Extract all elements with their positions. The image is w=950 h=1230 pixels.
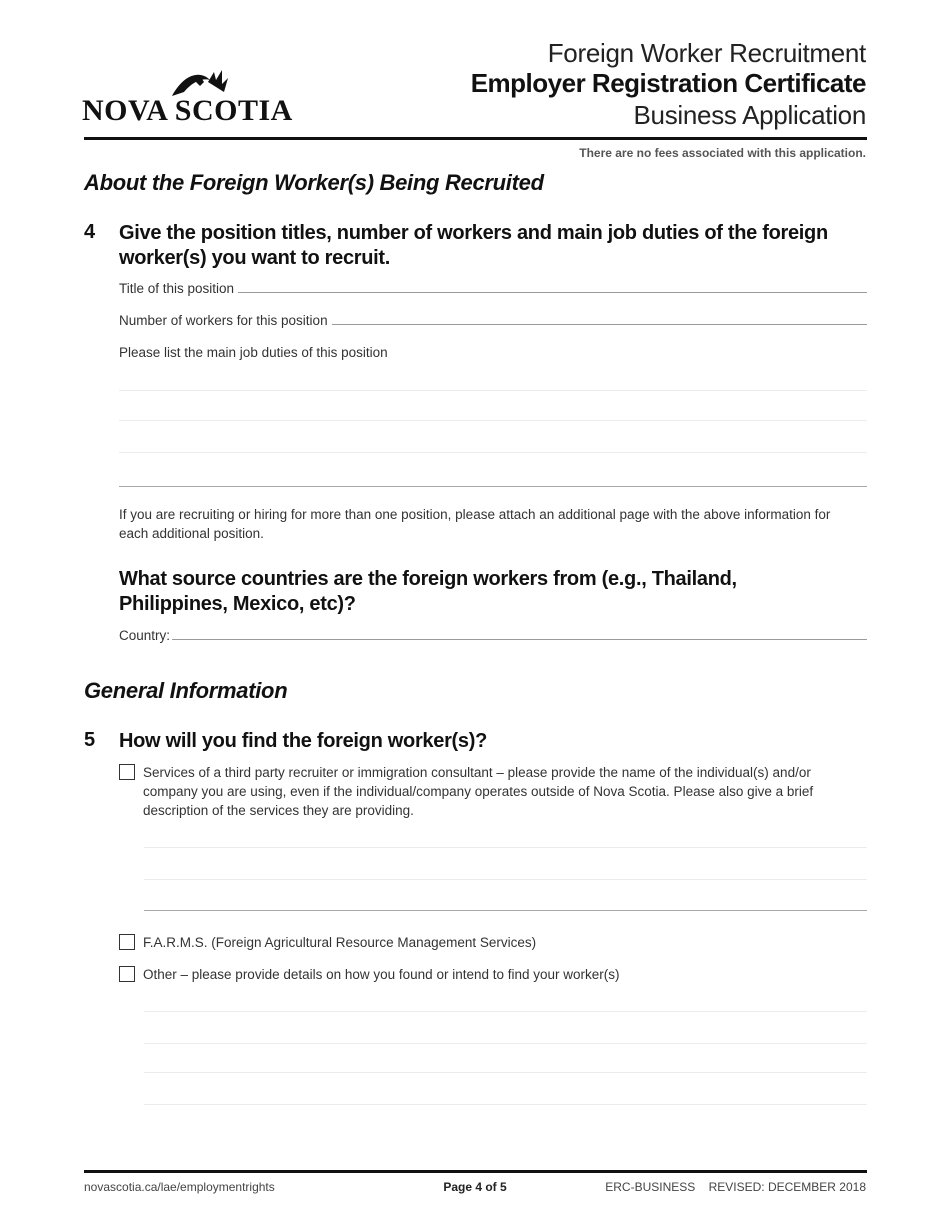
option-other[interactable] [119, 965, 867, 984]
number-of-workers-input-line[interactable] [332, 323, 867, 325]
question-4-text: Give the position titles, number of workers and main job duties of the foreign worker(s) you want to recruit. [119, 222, 828, 269]
multi-position-note: If you are recruiting or hiring for more than one position, please attach an additional page with the above information for each additional position. [119, 507, 831, 541]
job-duties-line-4[interactable] [119, 486, 867, 487]
position-title-label: Title of this position [119, 281, 235, 296]
farms-option-label: F.A.R.M.S. (Foreign Agricultural Resource Management Services) [143, 935, 537, 950]
recruiter-details-line-2[interactable] [144, 879, 867, 880]
job-duties-line-3[interactable] [119, 452, 867, 453]
header-title-line2: Employer Registration Certificate [470, 68, 866, 98]
position-title-input-line[interactable] [238, 291, 867, 293]
footer-form-id: ERC-BUSINESS REVISED: DECEMBER 2018 [605, 1180, 866, 1194]
job-duties-line-1[interactable] [119, 390, 867, 391]
logo-text: NOVA SCOTIA [82, 94, 293, 127]
section-title-general: General Information [84, 678, 288, 703]
section-title-about: About the Foreign Worker(s) Being Recruited [84, 170, 544, 195]
option-recruiter[interactable] [119, 763, 867, 820]
other-checkbox[interactable] [119, 966, 135, 982]
other-details-line-3[interactable] [144, 1072, 867, 1073]
fees-note: There are no fees associated with this application. [579, 146, 866, 160]
footer-page-number: Page 4 of 5 [443, 1180, 507, 1194]
number-of-workers-field[interactable] [119, 313, 867, 328]
farms-checkbox[interactable] [119, 934, 135, 950]
other-details-line-1[interactable] [144, 1011, 867, 1012]
option-farms[interactable] [119, 933, 867, 952]
nova-scotia-logo [82, 66, 297, 126]
job-duties-label: Please list the main job duties of this position [119, 345, 388, 360]
question-4-number: 4 [84, 221, 96, 243]
recruiter-option-label: Services of a third party recruiter or immigration consultant – please provide the name of the individual(s) and/or company you are using, even if the individual/company operates outside of Nova Scotia. Please also give a brief description of the services they are providing. [143, 765, 814, 818]
number-of-workers-label: Number of workers for this position [119, 313, 328, 328]
footer-url: novascotia.ca/lae/employmentrights [84, 1180, 275, 1194]
recruiter-details-line-3[interactable] [144, 910, 867, 911]
other-details-line-2[interactable] [144, 1043, 867, 1044]
country-field[interactable] [119, 628, 867, 643]
job-duties-line-2[interactable] [119, 420, 867, 421]
source-countries-question: What source countries are the foreign workers from (e.g., Thailand, Philippines, Mexico, etc)? [119, 568, 737, 615]
other-option-label: Other – please provide details on how you found or intend to find your worker(s) [143, 967, 620, 982]
other-details-line-4[interactable] [144, 1104, 867, 1105]
footer-divider [84, 1170, 867, 1173]
header-divider [84, 137, 867, 140]
question-5-text: How will you find the foreign worker(s)? [119, 730, 488, 752]
header-title-line3: Business Application [633, 100, 866, 130]
header-title-line1: Foreign Worker Recruitment [547, 38, 866, 68]
recruiter-checkbox[interactable] [119, 764, 135, 780]
country-input-line[interactable] [172, 638, 867, 640]
question-5-number: 5 [84, 729, 96, 751]
position-title-field[interactable] [119, 281, 867, 296]
recruiter-details-line-1[interactable] [144, 847, 867, 848]
country-label: Country: [119, 628, 171, 643]
